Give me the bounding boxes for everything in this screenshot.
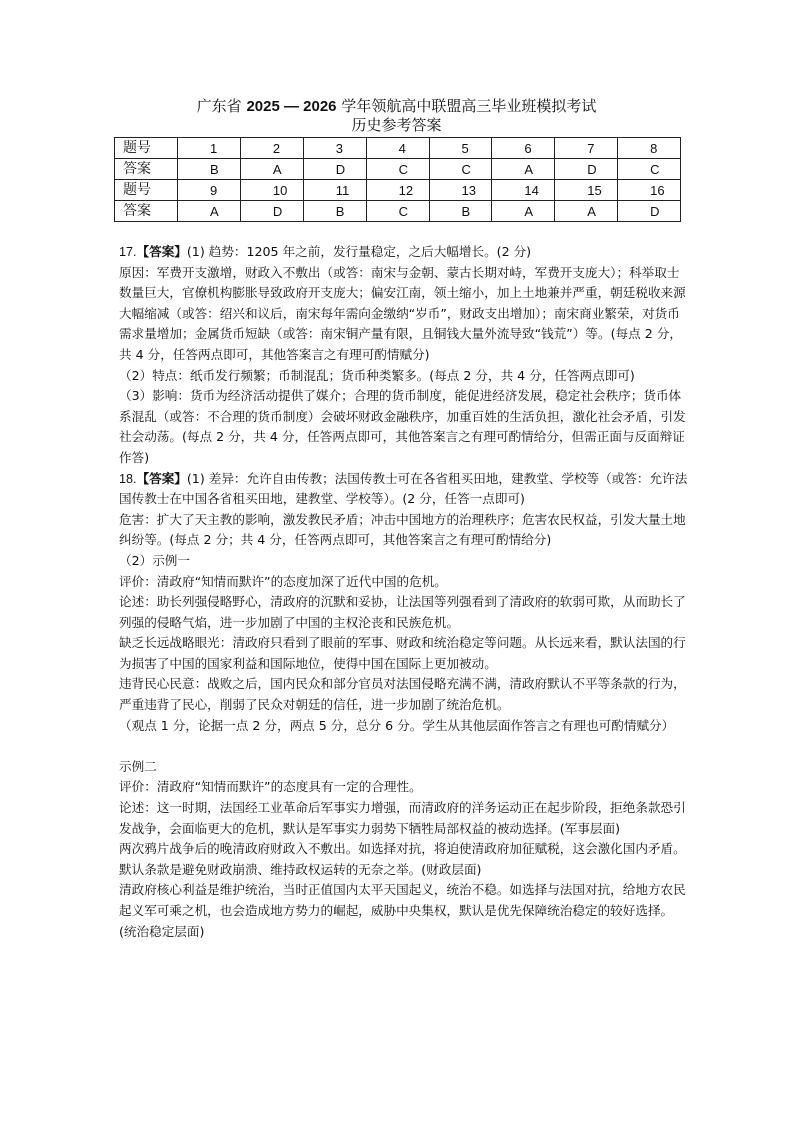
table-row-answers-1: [115, 159, 681, 180]
question-number-cell: 7: [555, 138, 618, 159]
q17-part3: （3）影响：货币为经济活动提供了媒介；合理的货币制度，能促进经济发展，稳定社会秩序；货币体系混乱（或答：不合理的货币制度）会破坏财政金融秩序，加重百姓的生活负担，激化社会矛盾，引发社会动荡。(每点 2 分，共 4 分，任答两点即可，其他答案言之有理可酌情给分，但需正面与反面辩证作答): [119, 388, 686, 465]
q18-paragraph-1: [119, 469, 689, 510]
title-suffix: 学年领航高中联盟高三毕业班模拟考试: [341, 97, 597, 115]
answer-cell: B: [429, 201, 492, 222]
q17-part2: （2）特点：纸币发行频繁；币制混乱；货币种类繁多。(每点 2 分，共 4 分，任答两点即可): [119, 367, 635, 383]
q18-example2-evaluation: 评价：清政府“知情而默许”的态度具有一定的合理性。: [119, 779, 422, 795]
answer-cell: A: [492, 159, 555, 180]
answer-cell: D: [240, 201, 303, 222]
answer-cell: A: [178, 201, 241, 222]
q18-answer-marker: 【答案】: [136, 470, 187, 486]
question-number-cell: 1: [178, 138, 241, 159]
q18-example2-stability: 清政府核心利益是维护统治，当时正值国内太平天国起义，统治不稳。如选择与法国对抗，给地方农民起义军可乘之机，也会造成地方势力的崛起，威胁中央集权，默认是优先保障统治稳定的较好选择。(统治稳定层面): [119, 882, 686, 939]
q18-part1-difference: (1) 差异：允许自由传教；法国传教士可在各省租买田地，建教堂、学校等（或答：允许法国传教士在中国各省租买田地，建教堂、学校等）。(2 分，任答一点即可): [119, 470, 688, 507]
question-number-cell: 11: [303, 180, 366, 201]
answer-cell: B: [303, 201, 366, 222]
question-number-cell: 9: [178, 180, 241, 201]
q17-paragraph-1: [119, 242, 689, 263]
answer-cell: A: [240, 159, 303, 180]
q18-example1-evaluation: 评价：清政府“知情而默许”的态度加深了近代中国的危机。: [119, 573, 447, 589]
q17-answer-marker: 【答案】: [136, 244, 187, 259]
question-number-cell: 8: [618, 138, 681, 159]
table-row-questions-1: [115, 138, 681, 159]
answer-cell: D: [555, 159, 618, 180]
q18-example1-heading: （2）示例一: [119, 552, 190, 568]
q18-part1-harm: 危害：扩大了天主教的影响，激发教民矛盾；冲击中国地方的治理秩序；危害农民权益，引发大量土地纠纷等。(每点 2 分；共 4 分，任答两点即可，其他答案言之有理可酌情给分): [119, 511, 686, 548]
answer-cell: A: [555, 201, 618, 222]
q18-example2-finance: 两次鸦片战争后的晚清政府财政入不敷出。如选择对抗，将迫使清政府加征赋税，这会激化国内矛盾。默认条款是避免财政崩溃、维持政权运转的无奈之举。(财政层面): [119, 841, 686, 877]
document-subtitle: 历史参考答案: [351, 116, 442, 134]
q18-example2-heading: 示例二: [119, 758, 157, 774]
row-label-question: 题号: [115, 138, 178, 159]
row-label-answer: 答案: [115, 159, 178, 180]
q18-example1-strategy: 缺乏长远战略眼光：清政府只看到了眼前的军事、财政和统治稳定等问题。从长远来看，默认法国的行为损害了中国的国家利益和国际地位，使得中国在国际上更加被动。: [119, 635, 686, 671]
answer-cell: C: [366, 201, 429, 222]
question-number-cell: 3: [303, 138, 366, 159]
question-number-cell: 6: [492, 138, 555, 159]
question-number-cell: 10: [240, 180, 303, 201]
q18-example2-military: 论述：这一时期，法国经工业革命后军事实力增强，而清政府的洋务运动正在起步阶段，拒绝条款恐引发战争，会面临更大的危机，默认是军事实力弱势下牺牲局部权益的被动选择。(军事层面): [119, 800, 686, 836]
q18-label: 18.: [119, 471, 137, 486]
question-number-cell: 13: [429, 180, 492, 201]
answer-cell: D: [618, 201, 681, 222]
table-row-answers-2: [115, 201, 681, 222]
answer-key-table: [114, 137, 681, 222]
question-number-cell: 15: [555, 180, 618, 201]
answer-cell: A: [492, 201, 555, 222]
title-prefix: 广东省: [196, 97, 242, 115]
question-number-cell: 4: [366, 138, 429, 159]
q17-part1-reasons: 原因：军费开支激增，财政入不敷出（或答：南宋与金朝、蒙古长期对峙，军费开支庞大）；科举取士数量巨大，官僚机构膨胀导致政府开支庞大；偏安江南，领土缩小，加上土地兼并严重，朝廷税收来源大幅缩减（或答：绍兴和议后，南宋每年需向金缴纳“岁币”，财政支出增加）；南宋商业繁荣，对货币需求量增加；金属货币短缺（或答：南宋铜产量有限，且铜钱大量外流导致“钱荒”）等。(每点 2 分，共 4 分，任答两点即可，其他答案言之有理可酌情赋分): [119, 264, 686, 362]
question-number-cell: 16: [618, 180, 681, 201]
answer-cell: B: [178, 159, 241, 180]
question-number-cell: 12: [366, 180, 429, 201]
q17-part1-trend: (1) 趋势：1205 年之前，发行量稳定，之后大幅增长。(2 分): [186, 244, 532, 259]
answer-cell: C: [618, 159, 681, 180]
table-row-questions-2: [115, 180, 681, 201]
document-title: [0, 97, 793, 116]
q17-label: 17.: [119, 245, 137, 259]
question-number-cell: 2: [240, 138, 303, 159]
answer-cell: C: [429, 159, 492, 180]
row-label-question: 题号: [115, 180, 178, 201]
row-label-answer: 答案: [115, 201, 178, 222]
answer-cell: C: [366, 159, 429, 180]
answer-body: [119, 242, 689, 942]
q18-example1-scoring: （观点 1 分，论据一点 2 分，两点 5 分，总分 6 分。学生从其他层面作答言之有理也可酌情赋分）: [119, 717, 675, 733]
question-number-cell: 5: [429, 138, 492, 159]
q18-example1-public-opinion: 违背民心民意：战败之后，国内民众和部分官员对法国侵略充满不满，清政府默认不平等条款的行为，严重违背了民心，削弱了民众对朝廷的信任，进一步加剧了统治危机。: [119, 676, 686, 713]
paragraph-gap: [119, 736, 689, 757]
answer-cell: D: [303, 159, 366, 180]
title-years: 2025 — 2026: [246, 98, 337, 115]
q18-example1-argument: 论述：助长列强侵略野心，清政府的沉默和妥协，让法国等列强看到了清政府的软弱可欺，从而助长了列强的侵略气焰，进一步加剧了中国的主权沦丧和民族危机。: [119, 594, 686, 630]
question-number-cell: 14: [492, 180, 555, 201]
